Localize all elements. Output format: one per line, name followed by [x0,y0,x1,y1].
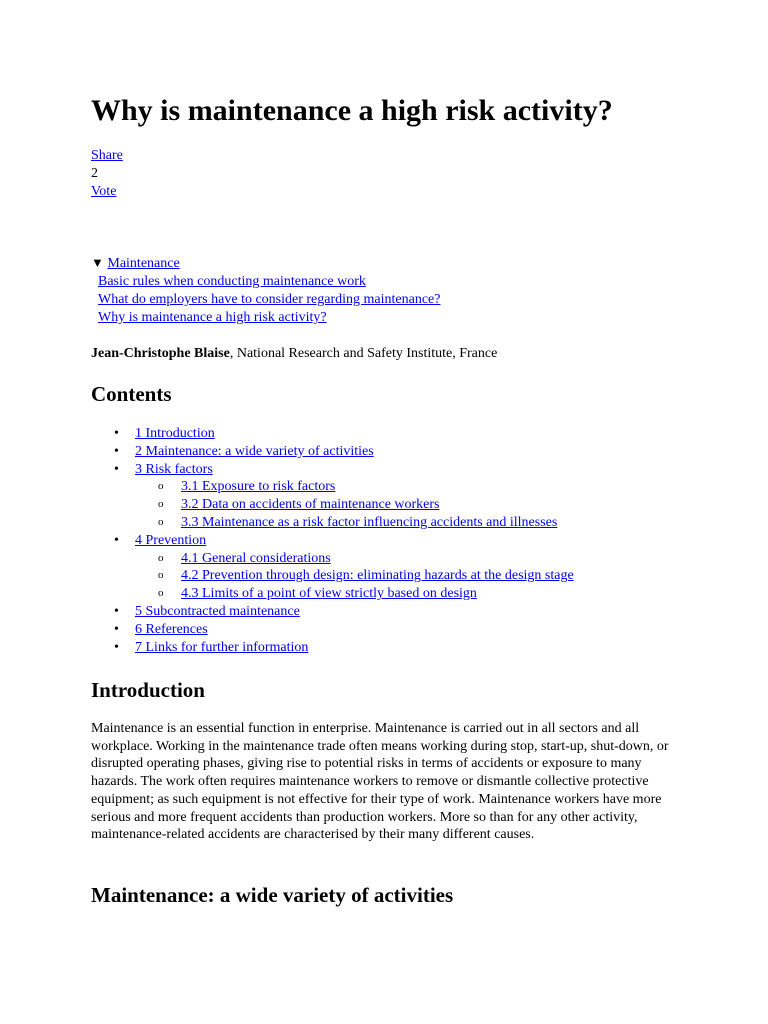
category-item-link[interactable]: What do employers have to consider regarding maintenance? [98,292,441,307]
toc-link[interactable]: 7 Links for further information [135,639,309,655]
contents-heading: Contents [91,382,172,406]
vote-link[interactable]: Vote [91,184,117,199]
circle-bullet-icon: o [158,569,164,582]
vote-row [91,183,116,200]
bullet-icon: • [114,603,119,619]
toc-link[interactable]: 3.1 Exposure to risk factors [181,479,336,495]
toc-link[interactable]: 4.1 General considerations [181,550,331,566]
toc-link[interactable]: 1 Introduction [135,426,215,441]
circle-bullet-icon: o [158,551,164,564]
introduction-paragraph: Maintenance is an essential function in enterprise. Maintenance is carried out in all sectors and all workplace. Working in the maintenance trade often means working during stop, start-up, shut-down, or disrupted operating phases, giving rise to potential risks in terms of accidents or exposure to many hazards. The work often requires maintenance workers to remove or dismantle collective protective equipment; as such equipment is not effective for their type of work. Maintenance workers have more serious and more frequent accidents than production workers. More so than for any other activity, maintenance-related accidents are characterised by their many different causes. [91,721,669,843]
table-of-contents [91,425,574,656]
toc-link[interactable]: 4.3 Limits of a point of view strictly based on design [181,586,477,602]
toc-link[interactable]: 6 References [135,621,208,637]
toc-item [91,603,574,621]
toc-item [91,425,574,443]
circle-bullet-icon: o [158,480,164,493]
toc-link[interactable]: 4.2 Prevention through design: eliminating hazards at the design stage [181,568,574,584]
introduction-heading: Introduction [91,678,205,702]
toggle-triangle-icon[interactable]: ▼ [91,255,104,270]
bullet-icon: • [114,461,119,477]
bullet-icon: • [114,443,119,459]
author-affiliation: , National Research and Safety Institute, France [229,346,498,361]
toc-item [91,461,574,479]
toc-subitem [91,567,574,585]
author-line [91,345,497,362]
circle-bullet-icon: o [158,515,164,528]
bullet-icon: • [114,639,119,655]
circle-bullet-icon: o [158,587,164,600]
toc-subitem [91,496,574,514]
bullet-icon: • [114,532,119,548]
category-item-link[interactable]: Why is maintenance a high risk activity? [98,310,327,325]
share-link[interactable]: Share [91,148,123,163]
category-item-link[interactable]: Basic rules when conducting maintenance work [98,274,366,289]
toc-item [91,532,574,550]
toc-link[interactable]: 3 Risk factors [135,461,213,477]
toc-subitem [91,478,574,496]
author-name: Jean-Christophe Blaise [91,346,230,361]
bullet-icon: • [114,621,119,637]
toc-subitem [91,514,574,532]
toc-item [91,621,574,639]
vote-count: 2 [91,166,98,181]
toc-link[interactable]: 2 Maintenance: a wide variety of activities [135,443,374,459]
toc-subitem [91,585,574,603]
toc-subitem [91,550,574,568]
page-title: Why is maintenance a high risk activity? [91,94,613,127]
toc-link[interactable]: 5 Subcontracted maintenance [135,603,300,619]
circle-bullet-icon: o [158,498,164,511]
bullet-icon: • [114,426,119,441]
share-row [91,147,123,164]
toc-link[interactable]: 3.3 Maintenance as a risk factor influencing accidents and illnesses [181,514,558,530]
category-maintenance-link[interactable]: Maintenance [107,256,180,271]
toc-item [91,639,574,657]
toc-link[interactable]: 3.2 Data on accidents of maintenance workers [181,497,440,513]
category-tree [91,254,440,327]
section-heading: Maintenance: a wide variety of activities [91,883,454,907]
toc-item [91,443,574,461]
toc-link[interactable]: 4 Prevention [135,532,207,548]
